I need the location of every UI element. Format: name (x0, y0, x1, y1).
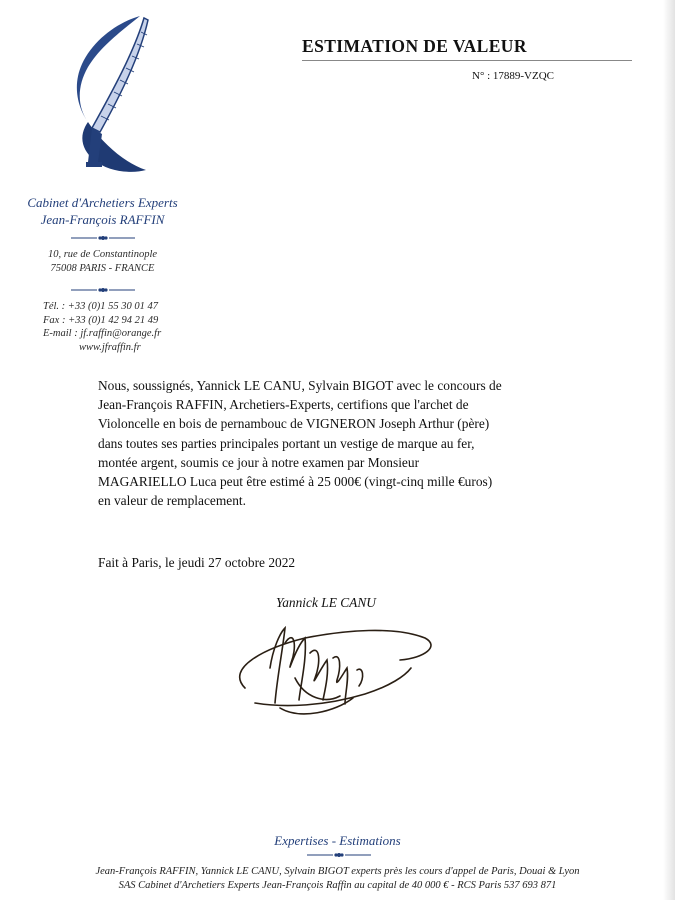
handwritten-signature-icon (225, 608, 445, 728)
bow-logo-icon (48, 12, 158, 184)
reference-number: N° : 17889-VZQC (472, 70, 555, 82)
firm-name-line1: Cabinet d'Archetiers Experts (27, 195, 178, 210)
footer-experts-line: Jean-François RAFFIN, Yannick LE CANU, Sylvain BIGOT experts près les cours d'appel de Paris, Douai & Lyon (95, 866, 580, 877)
contact-tel: Tél. : +33 (0)1 55 30 01 47 (43, 301, 158, 312)
footer-title: Expertises - Estimations (274, 833, 401, 848)
address-street: 10, rue de Constantinople (47, 249, 158, 260)
title-underline (302, 60, 632, 61)
contact-email[interactable]: E-mail : jf.raffin@orange.fr (43, 328, 162, 339)
address-city: 75008 PARIS - FRANCE (50, 263, 155, 274)
footer-company-line: SAS Cabinet d'Archetiers Experts Jean-François Raffin au capital de 40 000 € - RCS Paris 537 693 871 (118, 880, 557, 891)
firm-contacts (10, 300, 195, 354)
firm-name (10, 194, 195, 228)
firm-name-line2: Jean-François RAFFIN (40, 212, 165, 227)
document-title: ESTIMATION DE VALEUR (302, 36, 527, 56)
body-line: en valeur de remplacement. (98, 493, 246, 509)
page-edge-shadow (663, 0, 675, 900)
divider-ornament-icon (307, 851, 371, 859)
body-line: Violoncelle en bois de pernambouc de VIGNERON Joseph Arthur (père) (98, 416, 490, 432)
body-line: montée argent, soumis ce jour à notre examen par Monsieur (98, 454, 420, 470)
signatory-name: Yannick LE CANU (276, 595, 376, 610)
letterhead-sidebar (10, 12, 195, 354)
firm-address (10, 248, 195, 276)
contact-website[interactable]: www.jfraffin.fr (79, 341, 141, 353)
body-line: Jean-François RAFFIN, Archetiers-Experts, certifions que l'archet de (98, 397, 469, 413)
body-line: Nous, soussignés, Yannick LE CANU, Sylvain BIGOT avec le concours de (98, 378, 502, 393)
date-place-line: Fait à Paris, le jeudi 27 octobre 2022 (98, 555, 296, 570)
divider-ornament-icon (71, 286, 135, 294)
certification-text (98, 376, 568, 510)
body-line: MAGARIELLO Luca peut être estimé à 25 000€ (vingt-cinq mille €uros) (98, 474, 493, 490)
divider-ornament-icon (71, 234, 135, 242)
body-line: dans toutes ses parties principales portant un vestige de marque au fer, (98, 435, 475, 451)
contact-fax: Fax : +33 (0)1 42 94 21 49 (43, 314, 159, 326)
